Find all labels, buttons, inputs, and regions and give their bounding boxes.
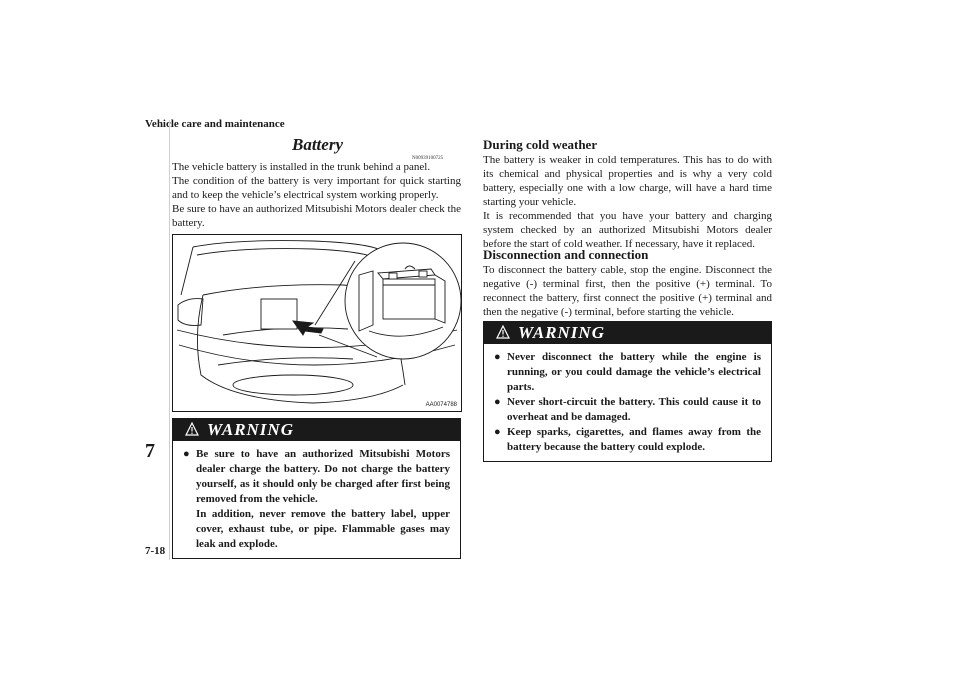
warning-header bbox=[484, 322, 771, 344]
bullet: ● bbox=[494, 396, 501, 408]
warning-item bbox=[494, 425, 761, 455]
warning-triangle-icon bbox=[185, 422, 199, 436]
cold-weather-paragraph: The battery is weaker in cold temperatures. This has to do with its chemical and physical properties and is why a very cold battery, especially one with a low charge, will have a hard time starting your vehicle. bbox=[483, 154, 772, 208]
battery-paragraph: Be sure to have an authorized Mitsubishi Motors dealer check the battery. bbox=[172, 203, 461, 229]
warning-item bbox=[494, 350, 761, 395]
warning-triangle-icon bbox=[496, 325, 510, 339]
warning-header bbox=[173, 419, 460, 441]
section-code: N00939100725 bbox=[412, 156, 444, 161]
chapter-number: 7 bbox=[145, 440, 155, 462]
heading-disconnection: Disconnection and connection bbox=[483, 247, 649, 262]
warning-title: WARNING bbox=[207, 420, 294, 439]
page-number: 7-18 bbox=[145, 545, 166, 557]
heading-cold-weather: During cold weather bbox=[483, 137, 598, 152]
warning-body bbox=[173, 441, 460, 558]
warning-text: In addition, never remove the battery label, upper cover, exhaust tube, or pipe. Flammable gases may leak and explode. bbox=[196, 508, 450, 550]
battery-paragraph: The vehicle battery is installed in the trunk behind a panel. bbox=[172, 161, 431, 173]
warning-text: Be sure to have an authorized Mitsubishi Motors dealer charge the battery. Do not charge the battery yourself, as it should only be charged after first being removed from the vehicle. bbox=[196, 448, 450, 505]
running-header: Vehicle care and maintenance bbox=[145, 118, 285, 130]
bullet: ● bbox=[494, 351, 501, 363]
figure-code: AA0074788 bbox=[425, 402, 457, 408]
warning-title: WARNING bbox=[518, 323, 605, 342]
warning-item bbox=[494, 395, 761, 425]
trunk-drawing bbox=[173, 235, 461, 411]
chapter-divider-line bbox=[169, 120, 170, 560]
warning-text: Keep sparks, cigarettes, and flames away from the battery because the battery could explode. bbox=[507, 426, 761, 453]
warning-text: Never short-circuit the battery. This could cause it to overheat and be damaged. bbox=[507, 396, 761, 423]
trunk-battery-illustration bbox=[172, 234, 462, 412]
warning-box-battery-handling bbox=[483, 321, 772, 462]
warning-box-charging bbox=[172, 418, 461, 559]
battery-paragraph: The condition of the battery is very important for quick starting and to keep the vehicle’s electrical system working properly. bbox=[172, 175, 461, 201]
warning-item bbox=[183, 447, 450, 552]
cold-weather-paragraph: It is recommended that you have your battery and charging system checked by an authorized Mitsubishi Motors dealer before the start of cold weather. If necessary, have it replaced. bbox=[483, 210, 772, 250]
bullet: ● bbox=[183, 448, 190, 460]
warning-text: Never disconnect the battery while the engine is running, or you could damage the vehicle’s electrical parts. bbox=[507, 351, 761, 393]
bullet: ● bbox=[494, 426, 501, 438]
disconnection-paragraph: To disconnect the battery cable, stop the engine. Disconnect the negative (-) terminal first, then the positive (+) terminal. To reconnect the battery, first connect the positive (+) terminal and then the negative (-) terminal, before starting the vehicle. bbox=[483, 264, 772, 318]
cold-weather-text bbox=[483, 153, 772, 251]
battery-intro bbox=[172, 160, 461, 230]
section-title-battery: Battery bbox=[292, 135, 343, 154]
warning-body bbox=[484, 344, 771, 461]
